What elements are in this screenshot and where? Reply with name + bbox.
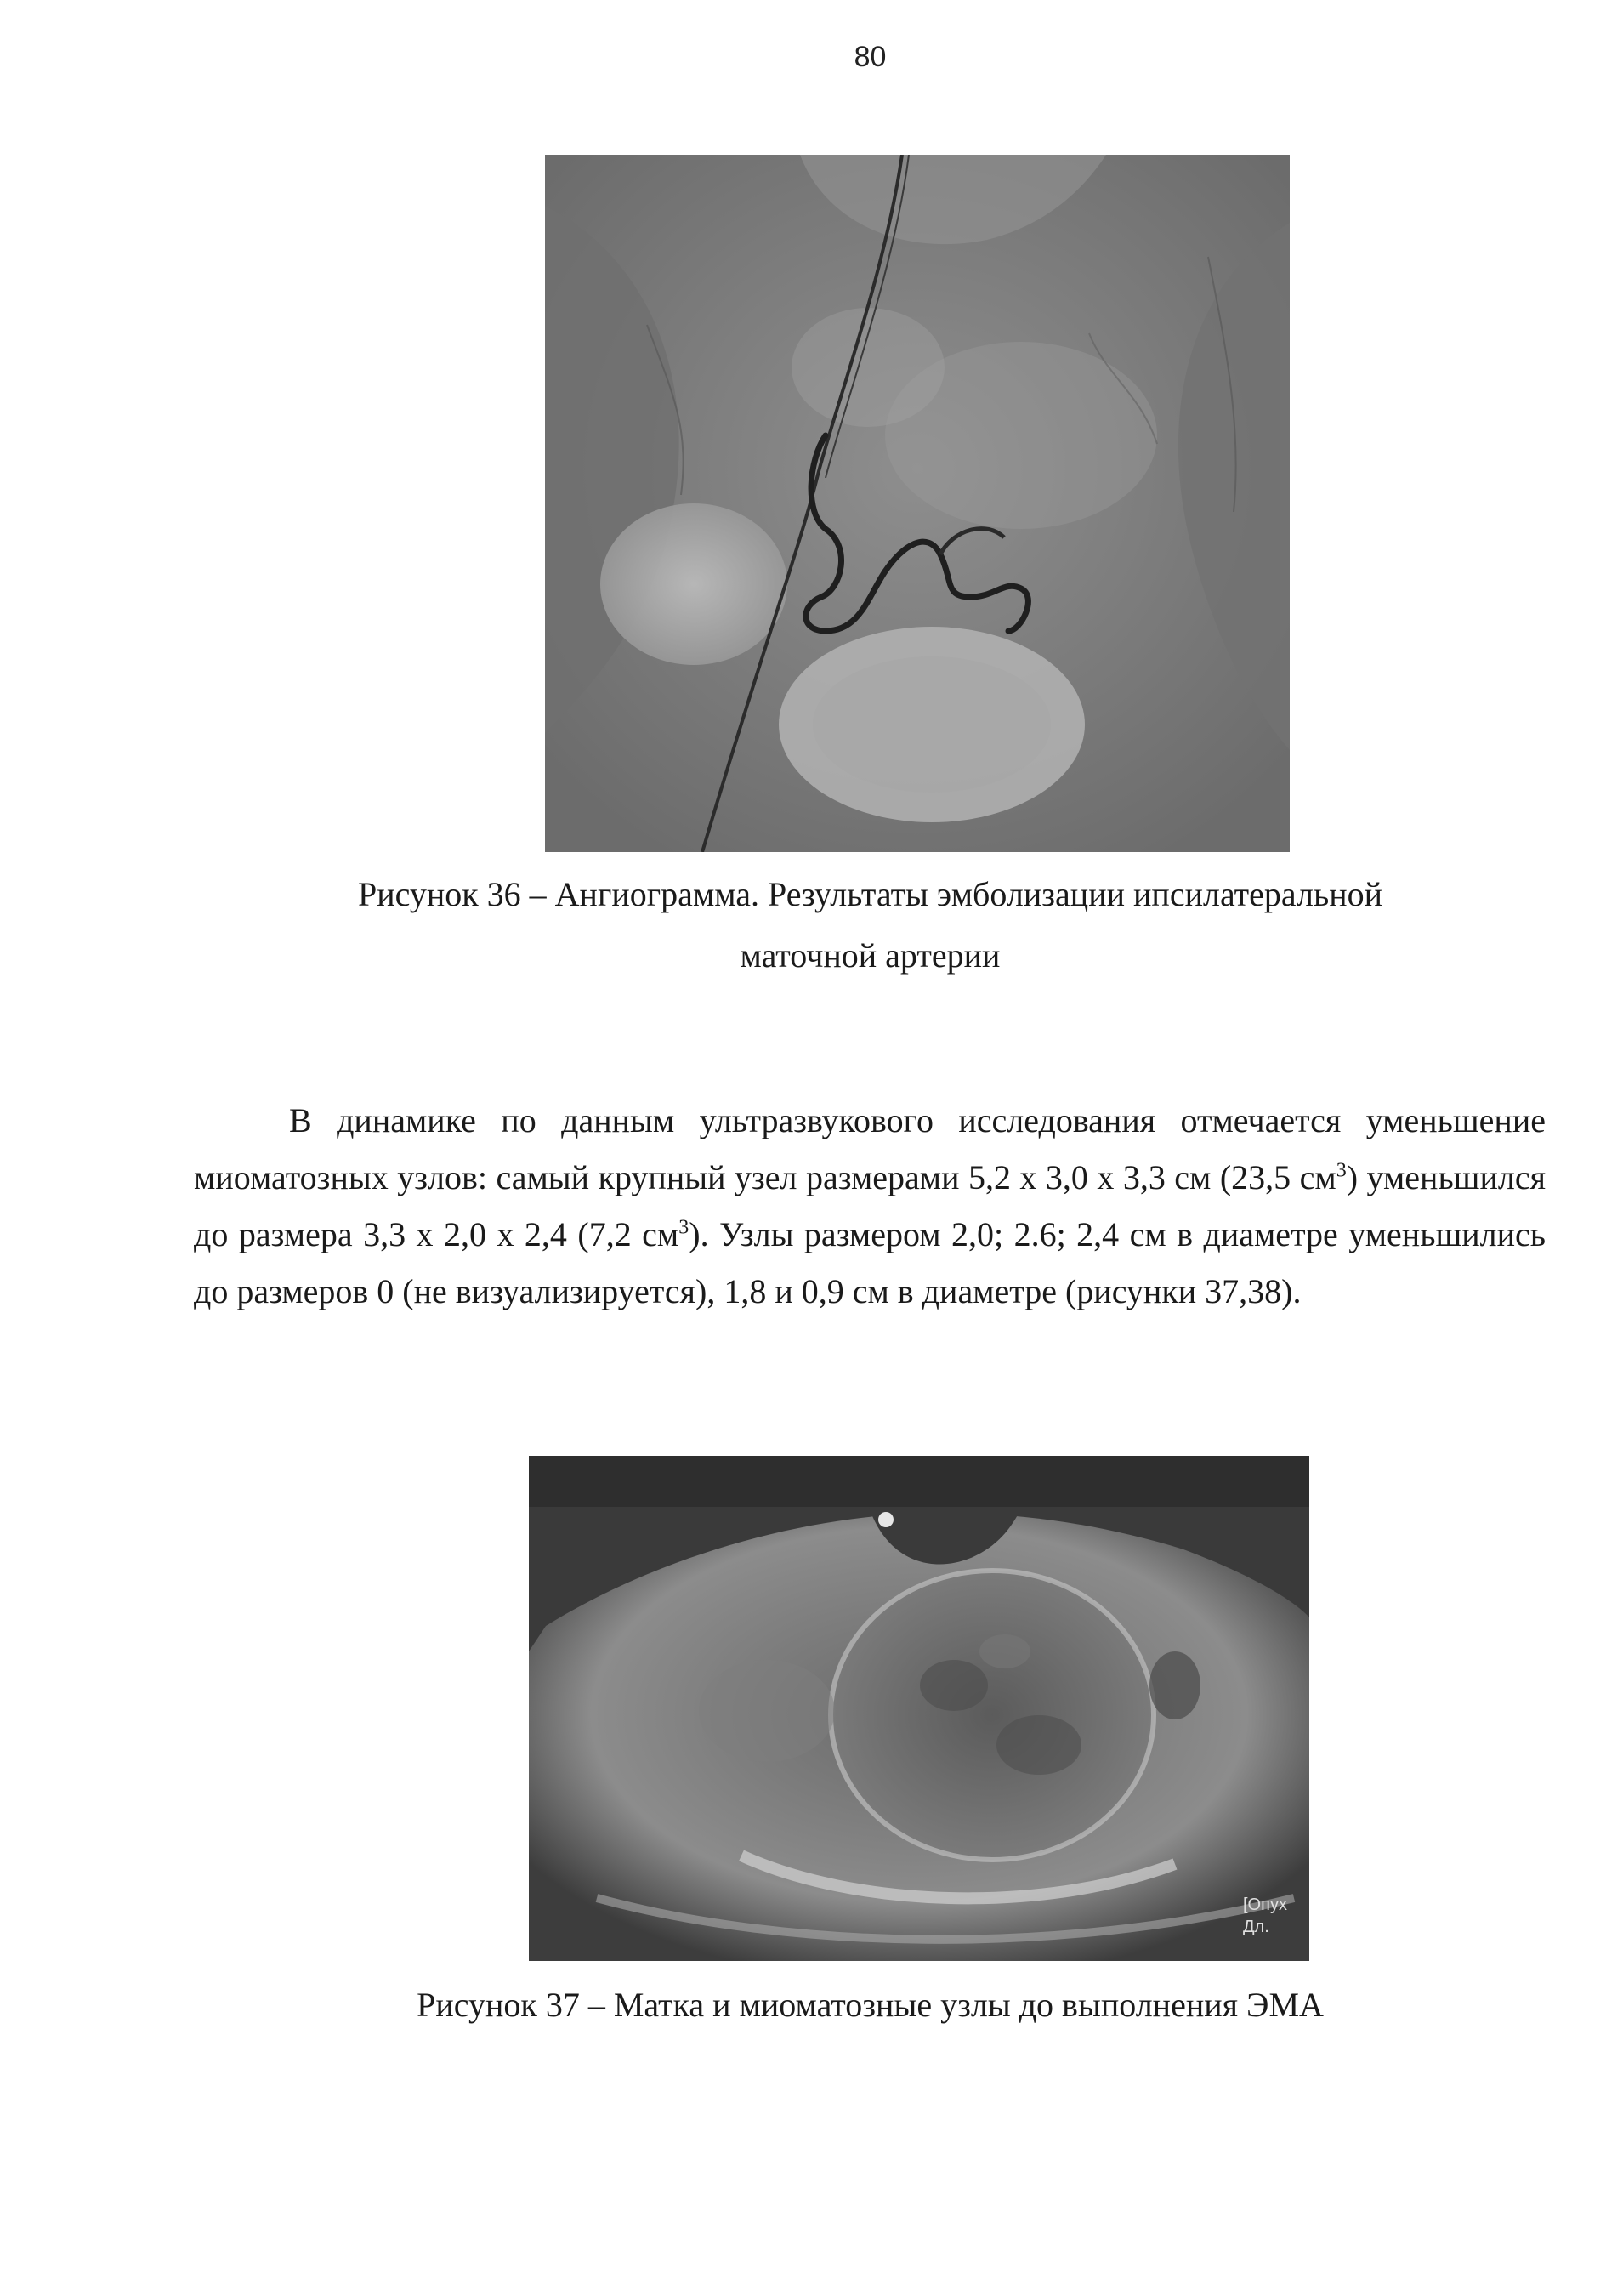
ultrasound-overlay-line-1: [Опух xyxy=(1243,1895,1287,1914)
figure-36-caption-line-2: маточной артерии xyxy=(740,936,1001,975)
superscript-cubic-2: 3 xyxy=(678,1216,689,1239)
figure-36-caption xyxy=(0,864,1623,986)
page-number: 80 xyxy=(854,41,887,73)
figure-37-caption: Рисунок 37 – Матка и миоматозные узлы до выполнения ЭМА xyxy=(417,1986,1324,2024)
paragraph-text-part-3: ). Узлы размером 2,0; 2.6; 2,4 см в диаметре уменьшились до размеров 0 (не визуализируется), 1,8 и 0,9 см в диаметре (рисунки 37,38). xyxy=(194,1215,1546,1310)
ultrasound-image xyxy=(529,1456,1309,1961)
body-paragraph xyxy=(194,1092,1546,1320)
paragraph-text-part-2: ) уменьшился до размера 3,3 х 2,0 х 2,4 (7,2 см xyxy=(194,1158,1546,1253)
superscript-cubic-1: 3 xyxy=(1336,1159,1347,1182)
ultrasound-overlay-text xyxy=(1243,1894,1287,1938)
paragraph-text-part-1: В динамике по данным ультразвукового исследования отмечается уменьшение миоматозных узлов: самый крупный узел размерами 5,2 х 3,0 х 3,3 см (23,5 см xyxy=(194,1101,1546,1196)
angiogram-image xyxy=(545,155,1290,852)
figure-36-caption-line-1: Рисунок 36 – Ангиограмма. Результаты эмболизации ипсилатеральной xyxy=(357,875,1383,913)
ultrasound-overlay-line-2: Дл. xyxy=(1243,1918,1269,1936)
